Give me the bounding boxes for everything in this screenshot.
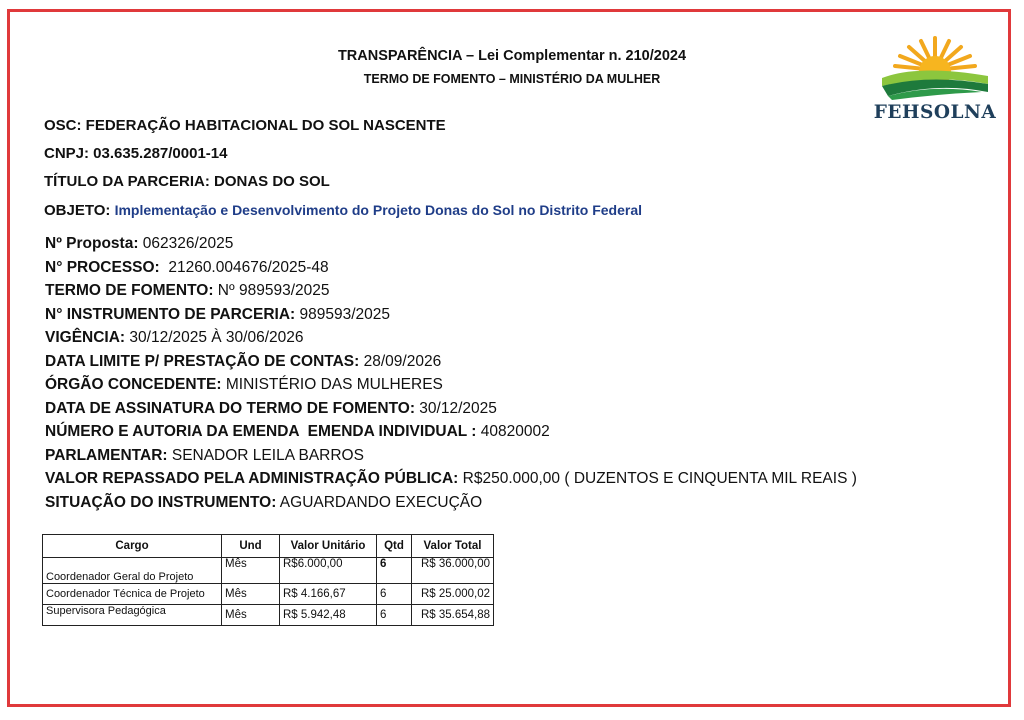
- page-subtitle: TERMO DE FOMENTO – MINISTÉRIO DA MULHER: [363, 72, 661, 86]
- column-header: Valor Total: [412, 535, 494, 558]
- detail-proposta: [45, 232, 857, 256]
- table-cell: R$ 25.000,02: [412, 584, 494, 605]
- organization-logo: [870, 34, 1000, 126]
- detail-label: VALOR REPASSADO PELA ADMINISTRAÇÃO PÚBLICA:: [45, 470, 459, 487]
- detail-value: AGUARDANDO EXECUÇÃO: [276, 493, 483, 511]
- detail-value: MINISTÉRIO DAS MULHERES: [221, 376, 443, 393]
- table-cell: Mês: [222, 605, 280, 626]
- detail-orgao: [45, 373, 857, 397]
- table-row: [43, 558, 494, 584]
- detail-label: DATA DE ASSINATURA DO TERMO DE FOMENTO:: [45, 399, 415, 417]
- table-cell: R$ 4.166,67: [280, 584, 377, 605]
- detail-value: 989593/2025: [295, 305, 391, 323]
- detail-value: 40820002: [476, 423, 550, 440]
- detail-emenda: [45, 420, 857, 444]
- detail-label: Nº Proposta:: [45, 235, 139, 252]
- table-cell: R$ 36.000,00: [412, 558, 494, 584]
- table-cell: 6: [377, 558, 412, 584]
- detail-value: SENADOR LEILA BARROS: [167, 446, 364, 464]
- table-header-row: [43, 535, 494, 558]
- detail-value: Nº 989593/2025: [213, 282, 330, 299]
- column-header: Qtd: [377, 535, 412, 558]
- page-title: TRANSPARÊNCIA – Lei Complementar n. 210/2024: [337, 48, 687, 64]
- table-cell: Coordenador Geral do Projeto: [43, 558, 222, 584]
- column-header: Valor Unitário: [280, 535, 377, 558]
- detail-vigencia: [45, 326, 857, 350]
- logo-text: FEHSOLNA: [873, 102, 997, 123]
- partnership-title: TÍTULO DA PARCERIA: DONAS DO SOL: [44, 173, 330, 190]
- detail-data-assinatura: [45, 397, 857, 421]
- objeto-value: Implementação e Desenvolvimento do Projeto Donas do Sol no Distrito Federal: [114, 202, 643, 218]
- detail-termo-fomento: [45, 279, 857, 303]
- sunrise-hills-logo-icon: [878, 34, 992, 104]
- detail-value: 21260.004676/2025-48: [159, 258, 329, 276]
- detail-value: 062326/2025: [138, 235, 234, 252]
- detail-instrumento: [45, 303, 857, 327]
- detail-value: 30/12/2025 À 30/06/2026: [125, 329, 304, 346]
- osc-name: OSC: FEDERAÇÃO HABITACIONAL DO SOL NASCENTE: [44, 117, 446, 134]
- table-row: [43, 605, 494, 626]
- table-cell: R$ 5.942,48: [280, 605, 377, 626]
- table-cell: Coordenador Técnica de Projeto: [43, 584, 222, 605]
- objeto-label: OBJETO:: [44, 202, 111, 219]
- detail-label: N° PROCESSO:: [45, 258, 160, 276]
- detail-situacao: [45, 491, 857, 515]
- table-cell: Mês: [222, 558, 280, 584]
- column-header: Cargo: [43, 535, 222, 558]
- column-header: Und: [222, 535, 280, 558]
- detail-data-limite: [45, 350, 857, 374]
- detail-parlamentar: [45, 444, 857, 468]
- table-row: [43, 584, 494, 605]
- detail-label: ÓRGÃO CONCEDENTE:: [45, 376, 222, 393]
- cost-table: [42, 534, 494, 626]
- detail-value: 28/09/2026: [359, 352, 442, 370]
- table-cell: Supervisora Pedagógica: [43, 605, 222, 626]
- detail-value: 30/12/2025: [414, 399, 497, 417]
- table-cell: R$6.000,00: [280, 558, 377, 584]
- detail-label: PARLAMENTAR:: [45, 446, 168, 464]
- table-cell: Mês: [222, 584, 280, 605]
- objeto: [44, 202, 642, 219]
- detail-valor: [45, 467, 857, 491]
- detail-value: R$250.000,00 ( DUZENTOS E CINQUENTA MIL REAIS ): [458, 470, 857, 487]
- details-list: [45, 232, 857, 514]
- table-cell: R$ 35.654,88: [412, 605, 494, 626]
- cnpj: CNPJ: 03.635.287/0001-14: [44, 145, 228, 162]
- detail-processo: [45, 256, 857, 280]
- table-cell: 6: [377, 605, 412, 626]
- detail-label: SITUAÇÃO DO INSTRUMENTO:: [45, 493, 277, 511]
- detail-label: DATA LIMITE P/ PRESTAÇÃO DE CONTAS:: [45, 352, 360, 370]
- detail-label: TERMO DE FOMENTO:: [45, 282, 214, 299]
- table-cell: 6: [377, 584, 412, 605]
- detail-label: VIGÊNCIA:: [45, 329, 126, 346]
- detail-label: NÚMERO E AUTORIA DA EMENDA EMENDA INDIVIDUAL :: [45, 423, 477, 440]
- detail-label: N° INSTRUMENTO DE PARCERIA:: [45, 305, 296, 323]
